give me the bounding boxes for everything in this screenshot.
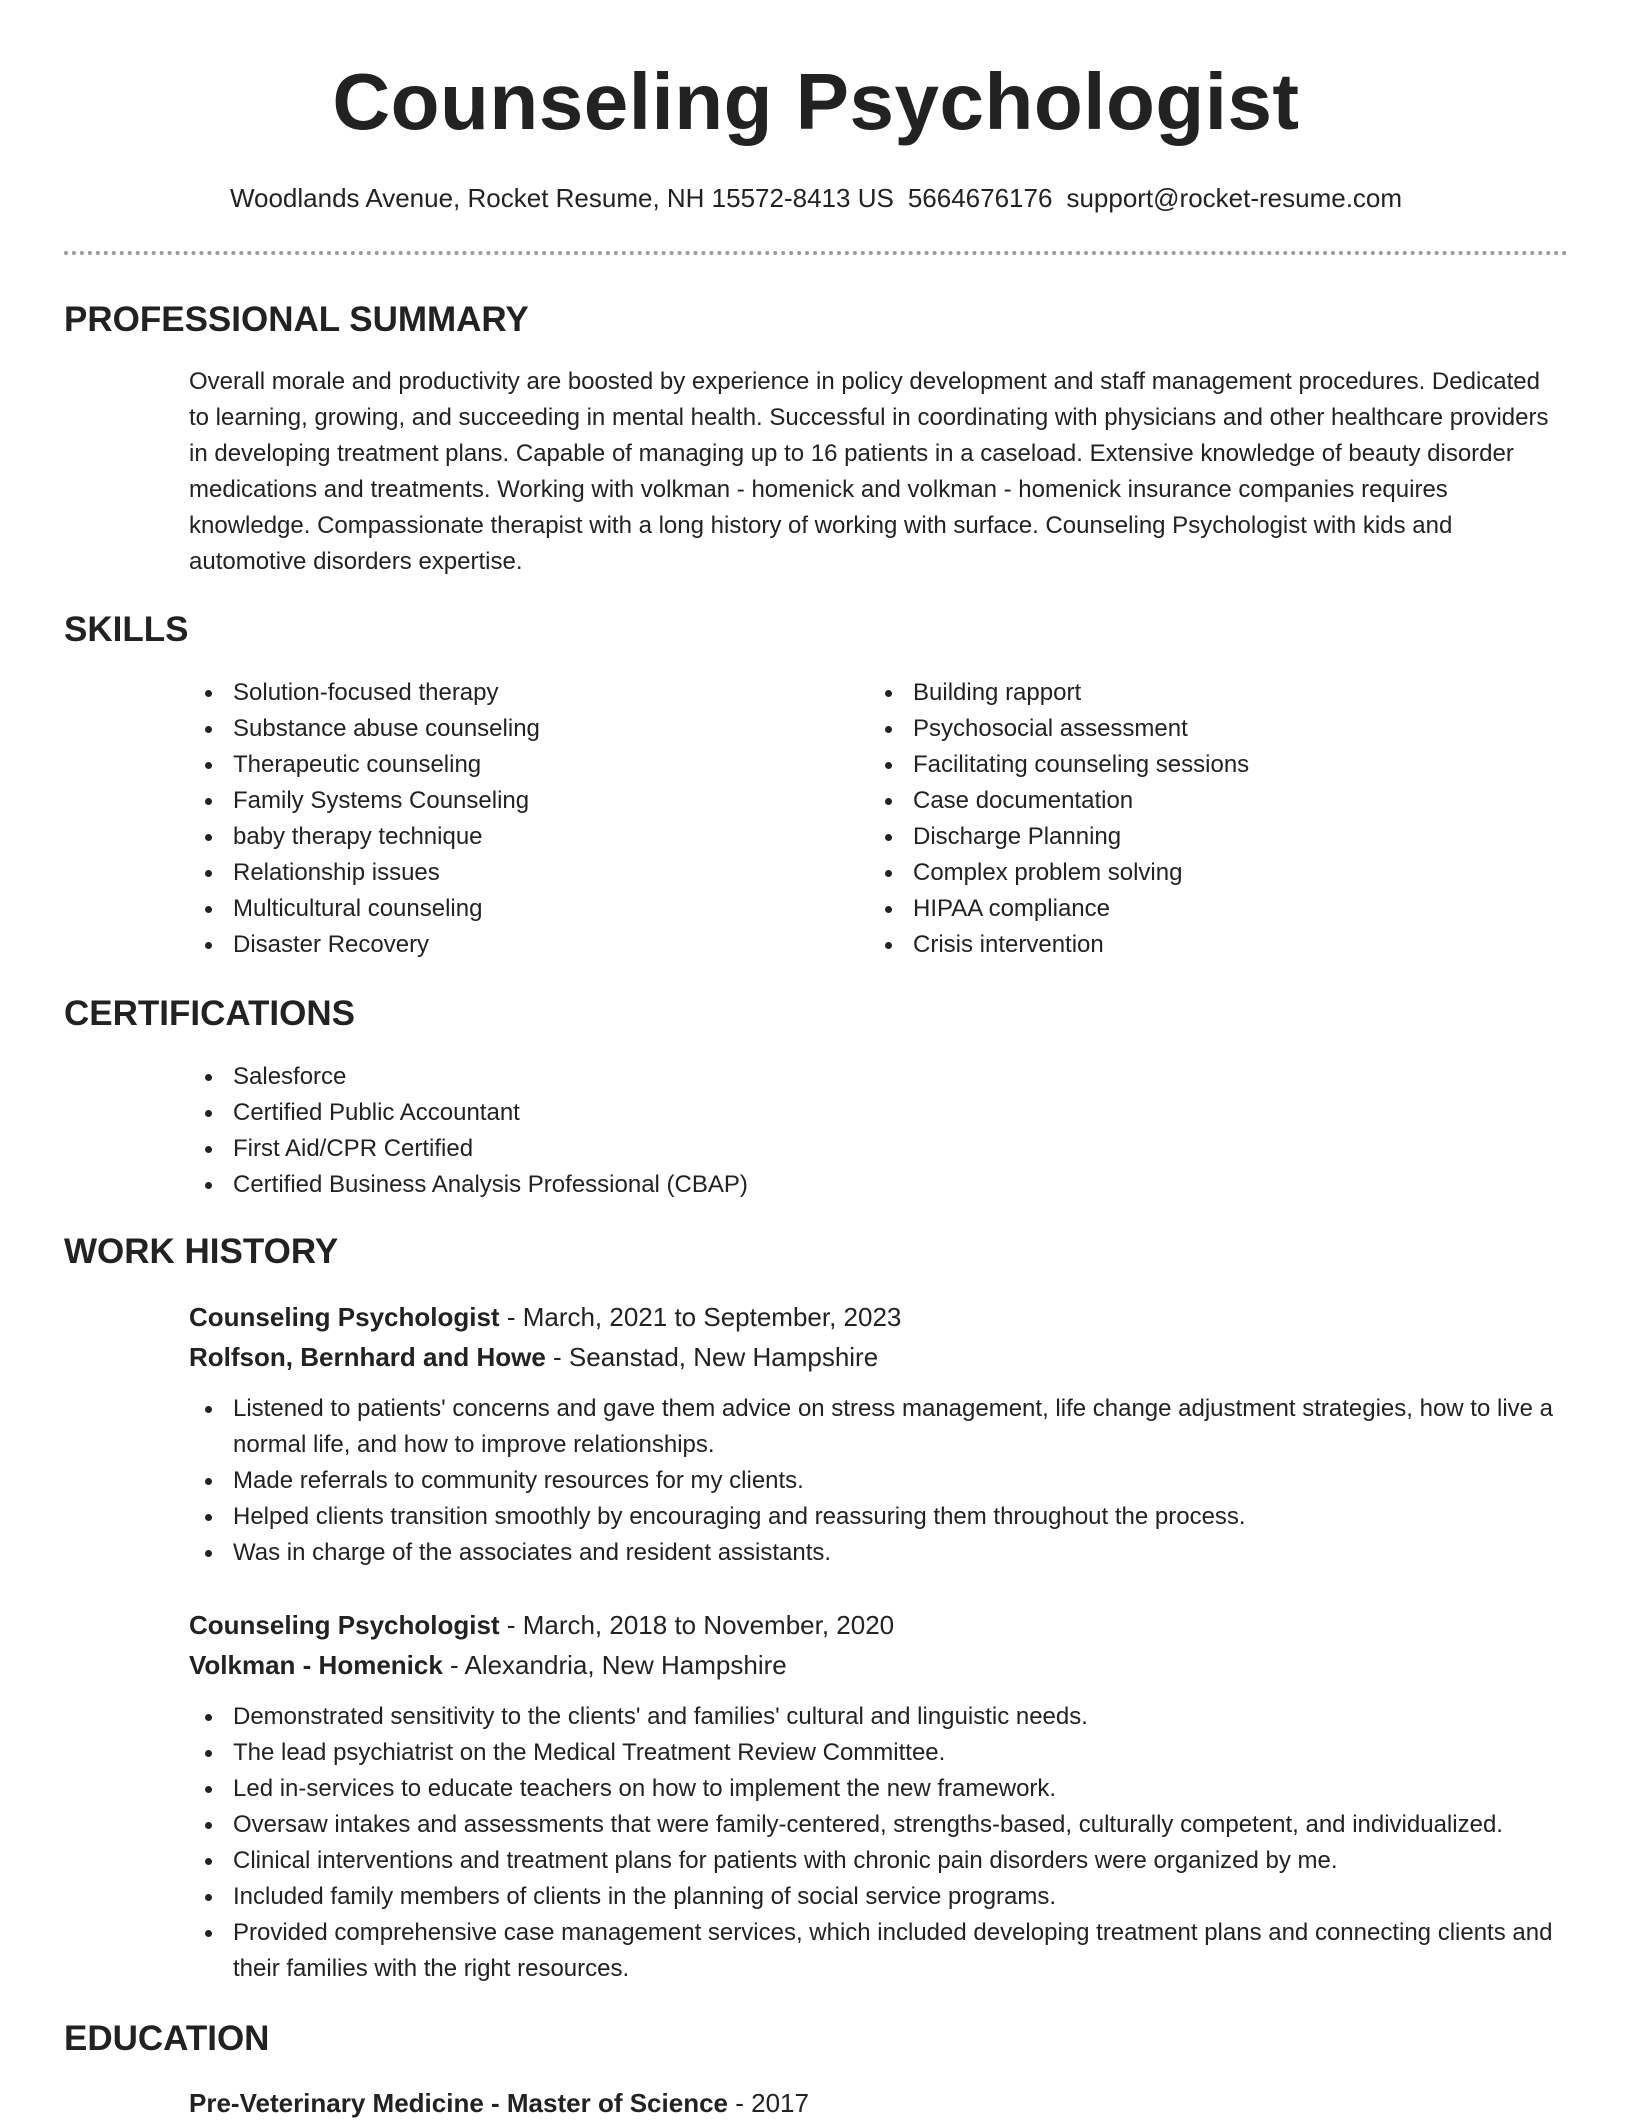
contact-email: support@rocket-resume.com	[1066, 183, 1403, 213]
job-location: - Seanstad, New Hampshire	[545, 1342, 879, 1372]
skill-item: Multicultural counseling	[189, 891, 829, 927]
job-bullet: Was in charge of the associates and resident assistants.	[189, 1535, 1559, 1571]
skills-list-left	[189, 675, 829, 963]
job-company-line	[189, 1337, 878, 1377]
certifications-list	[189, 1059, 1559, 1203]
job-title-line	[189, 1605, 894, 1645]
education-year: - 2017	[728, 2088, 809, 2118]
skill-item: Disaster Recovery	[189, 927, 829, 963]
skills-heading: SKILLS	[64, 610, 189, 649]
skill-item: Psychosocial assessment	[869, 711, 1549, 747]
certification-item: First Aid/CPR Certified	[189, 1131, 1559, 1167]
job-company-line	[189, 1645, 787, 1685]
certifications-heading: CERTIFICATIONS	[64, 994, 356, 1033]
summary-text: Overall morale and productivity are boosted by experience in policy development and staff management procedures. Dedicated to learning, growing, and succeeding in mental health. Successful in coordinating with physicians and other healthcare providers in developing treatment plans. Capable of managing up to 16 patients in a caseload. Extensive knowledge of beauty disorder medications and treatments. Working with volkman - homenick and volkman - homenick insurance companies requires knowledge. Compassionate therapist with a long history of working with surface. Counseling Psychologist with kids and automotive disorders expertise.	[189, 368, 1549, 575]
education-heading: EDUCATION	[64, 2019, 270, 2058]
job-bullet: Provided comprehensive case management services, which included developing treatment plans and connecting clients and their families with the right resources.	[189, 1915, 1559, 1987]
header-divider	[64, 251, 1568, 255]
job-dates: - March, 2021 to September, 2023	[499, 1302, 902, 1332]
education-entry	[189, 2083, 809, 2123]
contact-line	[0, 180, 1632, 216]
skill-item: Therapeutic counseling	[189, 747, 829, 783]
job-bullet: Led in-services to educate teachers on how to implement the new framework.	[189, 1771, 1559, 1807]
skill-item: Case documentation	[869, 783, 1549, 819]
certification-item: Certified Business Analysis Professional (CBAP)	[189, 1167, 1559, 1203]
job-bullets	[189, 1391, 1559, 1571]
work-history-heading: WORK HISTORY	[64, 1232, 339, 1271]
job-title: Counseling Psychologist	[189, 1610, 500, 1640]
education-degree: Pre-Veterinary Medicine - Master of Science	[189, 2088, 728, 2118]
skill-item: Solution-focused therapy	[189, 675, 829, 711]
job-company: Volkman - Homenick	[189, 1650, 443, 1680]
skill-item: Family Systems Counseling	[189, 783, 829, 819]
certification-item: Salesforce	[189, 1059, 1559, 1095]
summary-heading: PROFESSIONAL SUMMARY	[64, 300, 529, 339]
job-title: Counseling Psychologist	[189, 1302, 500, 1332]
job-bullet: Listened to patients' concerns and gave them advice on stress management, life change adjustment strategies, how to live a normal life, and how to improve relationships.	[189, 1391, 1559, 1463]
skill-item: Crisis intervention	[869, 927, 1549, 963]
contact-address: Woodlands Avenue, Rocket Resume, NH 15572-8413 US	[229, 183, 894, 213]
certification-item: Certified Public Accountant	[189, 1095, 1559, 1131]
job-bullet: Included family members of clients in the planning of social service programs.	[189, 1879, 1559, 1915]
job-bullet: Demonstrated sensitivity to the clients' and families' cultural and linguistic needs.	[189, 1699, 1559, 1735]
skill-item: Facilitating counseling sessions	[869, 747, 1549, 783]
job-bullet: Clinical interventions and treatment plans for patients with chronic pain disorders were organized by me.	[189, 1843, 1559, 1879]
skill-item: Discharge Planning	[869, 819, 1549, 855]
job-bullet: Made referrals to community resources for my clients.	[189, 1463, 1559, 1499]
skill-item: Building rapport	[869, 675, 1549, 711]
skill-item: Complex problem solving	[869, 855, 1549, 891]
skill-item: HIPAA compliance	[869, 891, 1549, 927]
job-company: Rolfson, Bernhard and Howe	[189, 1342, 546, 1372]
job-bullet: The lead psychiatrist on the Medical Treatment Review Committee.	[189, 1735, 1559, 1771]
job-bullet: Oversaw intakes and assessments that were family-centered, strengths-based, culturally competent, and individualized.	[189, 1807, 1559, 1843]
job-title-line	[189, 1297, 901, 1337]
skill-item: Substance abuse counseling	[189, 711, 829, 747]
contact-phone: 5664676176	[907, 183, 1053, 213]
job-bullets	[189, 1699, 1559, 1987]
skill-item: baby therapy technique	[189, 819, 829, 855]
skills-list-right	[869, 675, 1549, 963]
candidate-name: Counseling Psychologist	[332, 57, 1300, 146]
skill-item: Relationship issues	[189, 855, 829, 891]
job-location: - Alexandria, New Hampshire	[442, 1650, 787, 1680]
job-dates: - March, 2018 to November, 2020	[499, 1610, 895, 1640]
job-bullet: Helped clients transition smoothly by encouraging and reassuring them throughout the process.	[189, 1499, 1559, 1535]
